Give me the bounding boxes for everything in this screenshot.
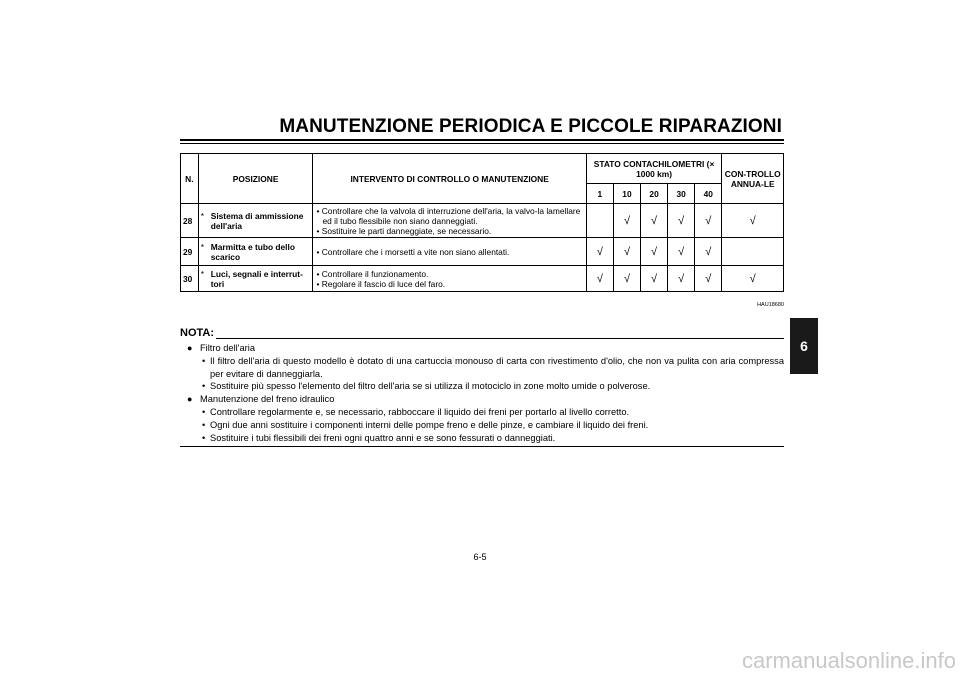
odometer-tick: 30 bbox=[668, 184, 695, 204]
row-action bbox=[313, 204, 586, 238]
row-number: 30 bbox=[181, 266, 199, 292]
check-cell: √ bbox=[695, 238, 722, 266]
odometer-tick: 10 bbox=[613, 184, 640, 204]
chapter-tab[interactable]: 6 bbox=[790, 318, 818, 374]
filled-circle-icon: ● bbox=[187, 394, 193, 405]
nota-item bbox=[180, 432, 784, 445]
odometer-tick: 1 bbox=[586, 184, 613, 204]
nota-section-title bbox=[180, 342, 784, 355]
nota-item bbox=[180, 419, 784, 432]
section-title-text: Filtro dell'aria bbox=[200, 343, 255, 353]
check-cell: √ bbox=[722, 204, 784, 238]
check-cell: √ bbox=[668, 204, 695, 238]
row-action bbox=[313, 238, 586, 266]
row-position bbox=[198, 238, 313, 266]
section-title-text: Manutenzione del freno idraulico bbox=[200, 394, 335, 405]
bottom-rule bbox=[180, 446, 784, 447]
action-item: • Regolare il fascio di luce del faro. bbox=[316, 278, 446, 289]
row-number: 29 bbox=[181, 238, 199, 266]
action-item: • Controllare che i morsetti a vite non siano allentati. bbox=[316, 246, 510, 257]
asterisk-mark: * bbox=[200, 210, 204, 221]
header-position: POSIZIONE bbox=[198, 154, 313, 204]
check-cell: √ bbox=[668, 238, 695, 266]
check-cell: √ bbox=[668, 266, 695, 292]
check-cell: √ bbox=[695, 204, 722, 238]
check-cell: √ bbox=[641, 204, 668, 238]
position-label: Marmitta e tubo dello scarico bbox=[210, 241, 295, 262]
nota-rule bbox=[216, 338, 784, 339]
table-row bbox=[181, 266, 784, 292]
action-item: • Sostituire le parti danneggiate, se necessario. bbox=[316, 225, 492, 236]
nota-body bbox=[180, 342, 784, 444]
asterisk-mark: * bbox=[200, 268, 204, 279]
nota-item-text: Sostituire i tubi flessibili dei freni ogni quattro anni e se sono fessurati o danneggiati. bbox=[210, 432, 556, 443]
position-label: Luci, segnali e interrut-tori bbox=[210, 268, 303, 289]
check-cell: √ bbox=[641, 266, 668, 292]
position-label: Sistema di ammissione dell'aria bbox=[210, 210, 304, 231]
check-cell: √ bbox=[586, 266, 613, 292]
bullet-icon: • bbox=[202, 381, 206, 392]
nota-item-text: Il filtro dell'aria di questo modello è dotato di una cartuccia monouso di carta con rivestimento d'olio, che non va pulita con aria compressa per evitare di danneggiarla. bbox=[210, 355, 784, 379]
filled-circle-icon: ● bbox=[187, 343, 193, 353]
bullet-icon: • bbox=[202, 419, 206, 430]
check-cell: √ bbox=[613, 238, 640, 266]
nota-item-text: Sostituire più spesso l'elemento del filtro dell'aria se si utilizza il motociclo in zone molto umide o polverose. bbox=[210, 381, 651, 392]
nota-item bbox=[180, 355, 784, 381]
bullet-icon: • bbox=[202, 406, 206, 417]
odometer-tick: 40 bbox=[695, 184, 722, 204]
page-title: MANUTENZIONE PERIODICA E PICCOLE RIPARAZIONI bbox=[279, 116, 782, 137]
maintenance-table bbox=[180, 153, 784, 292]
check-cell bbox=[586, 204, 613, 238]
watermark[interactable]: carmanualsonline.info bbox=[741, 648, 956, 673]
row-action bbox=[313, 266, 586, 292]
title-rule-thin bbox=[180, 143, 784, 144]
asterisk-mark: * bbox=[200, 241, 204, 252]
header-action: INTERVENTO DI CONTROLLO O MANUTENZIONE bbox=[313, 154, 586, 204]
title-rule-thick bbox=[180, 139, 784, 141]
odometer-tick: 20 bbox=[641, 184, 668, 204]
check-cell: √ bbox=[641, 238, 668, 266]
header-odometer: STATO CONTACHILOMETRI (× 1000 km) bbox=[586, 154, 722, 184]
nota-section-title bbox=[180, 393, 784, 406]
check-cell: √ bbox=[722, 266, 784, 292]
check-cell bbox=[722, 238, 784, 266]
bullet-icon: • bbox=[202, 355, 206, 366]
page-number: 6-5 bbox=[473, 552, 487, 562]
nota-label: NOTA: bbox=[180, 327, 215, 339]
reference-code: HAU18680 bbox=[757, 302, 784, 308]
nota-item-text: Controllare regolarmente e, se necessario, rabboccare il liquido dei freni per portarlo al livello corretto. bbox=[210, 406, 630, 417]
row-position bbox=[198, 266, 313, 292]
action-item: • Controllare il funzionamento. bbox=[316, 268, 429, 279]
check-cell: √ bbox=[613, 266, 640, 292]
nota-item bbox=[180, 406, 784, 419]
header-n: N. bbox=[181, 154, 199, 204]
row-number: 28 bbox=[181, 204, 199, 238]
action-item: • Controllare che la valvola di interruzione dell'aria, la valvo-la lamellare ed il tubo flessibile non siano danneggiati. bbox=[316, 205, 581, 226]
table-row bbox=[181, 204, 784, 238]
check-cell: √ bbox=[613, 204, 640, 238]
table-row bbox=[181, 238, 784, 266]
header-annual: CON-TROLLO ANNUA-LE bbox=[722, 154, 784, 204]
bullet-icon: • bbox=[202, 432, 206, 443]
row-position bbox=[198, 204, 313, 238]
nota-item bbox=[180, 380, 784, 393]
nota-item-text: Ogni due anni sostituire i componenti interni delle pompe freno e delle pinze, e cambiare il liquido dei freni. bbox=[210, 419, 649, 430]
check-cell: √ bbox=[586, 238, 613, 266]
check-cell: √ bbox=[695, 266, 722, 292]
